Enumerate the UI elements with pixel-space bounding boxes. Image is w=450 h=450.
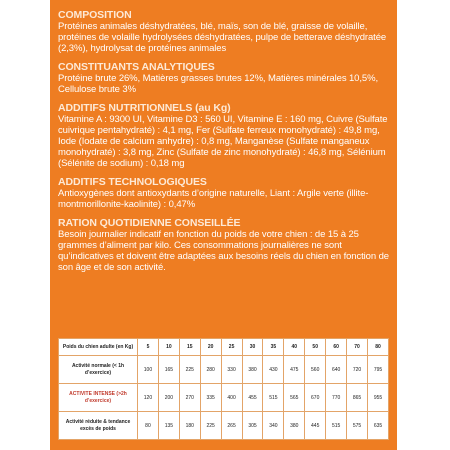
section-body: Besoin journalier indicatif en fonction du poids de votre chien : de 15 à 25 grammes d’aliment par kilo. Ces consommations journalières ne sont qu’indicatives et doivent être adaptées aux besoins réels du chien en fonction de son âge et de son activité. — [58, 229, 389, 273]
row-label: Activité réduite & tendance excès de poids — [59, 412, 138, 440]
section-title: COMPOSITION — [58, 9, 132, 21]
section-title: ADDITIFS TECHNOLOGIQUES — [58, 176, 207, 188]
table-cell: 475 — [284, 356, 305, 384]
section-body: Protéines animales déshydratées, blé, maïs, son de blé, graisse de volaille, protéines de volaille hydrolysées déshydratées, pulpe de betterave déshydratée (2,3%), hydrolysat de protéines animales — [58, 21, 387, 54]
weight-header: 25 — [221, 339, 242, 356]
table-row — [59, 412, 389, 440]
table-cell: 560 — [305, 356, 326, 384]
section-title: CONSTITUANTS ANALYTIQUES — [58, 61, 215, 73]
table-cell: 635 — [367, 412, 388, 440]
table-cell: 720 — [347, 356, 368, 384]
table-cell: 640 — [326, 356, 347, 384]
weight-header: 80 — [367, 339, 388, 356]
table-cell: 180 — [179, 412, 200, 440]
row-label: ACTIVITE INTENSE (>2h d’exercice) — [59, 384, 138, 412]
section-composition — [58, 9, 389, 54]
section-additifs-technologiques — [58, 176, 389, 210]
table-header-row — [59, 339, 389, 356]
table-cell: 430 — [263, 356, 284, 384]
table-cell: 565 — [284, 384, 305, 412]
weight-header: 30 — [242, 339, 263, 356]
weight-header: 50 — [305, 339, 326, 356]
section-additifs-nutritionnels — [58, 102, 389, 169]
table-cell: 280 — [200, 356, 221, 384]
weight-header: 40 — [284, 339, 305, 356]
table-cell: 120 — [138, 384, 159, 412]
table-cell: 515 — [326, 412, 347, 440]
table-cell: 380 — [242, 356, 263, 384]
table-cell: 865 — [347, 384, 368, 412]
section-title: RATION QUOTIDIENNE CONSEILLÉE — [58, 217, 241, 229]
product-info-card — [50, 0, 397, 450]
section-constituants — [58, 61, 389, 95]
table-cell: 455 — [242, 384, 263, 412]
ration-table — [58, 338, 389, 440]
table-row — [59, 356, 389, 384]
table-cell: 200 — [158, 384, 179, 412]
weight-header: 70 — [347, 339, 368, 356]
weight-header: 5 — [138, 339, 159, 356]
weight-header: 60 — [326, 339, 347, 356]
table-cell: 225 — [200, 412, 221, 440]
table-cell: 515 — [263, 384, 284, 412]
table-cell: 400 — [221, 384, 242, 412]
table-cell: 100 — [138, 356, 159, 384]
table-cell: 225 — [179, 356, 200, 384]
card-content — [58, 9, 389, 450]
weight-header: 35 — [263, 339, 284, 356]
section-body: Antioxygènes dont antioxydants d’origine naturelle, Liant : Argile verte (illite-montmorillonite-kaolinite) : 0,47% — [58, 188, 369, 210]
section-body: Vitamine A : 9300 UI, Vitamine D3 : 560 UI, Vitamine E : 160 mg, Cuivre (Sulfate cuivrique pentahydraté) : 4,1 mg, Fer (Sulfate ferreux monohydraté) : 49,8 mg, Iode (Iodate de calcium anhydre) : 0,8 mg, Manganèse (Sulfate manganeux monohydraté) : 3,8 mg, Zinc (Sulfate de zinc monohydraté) : 46,8 mg, Sélénium (Sélénite de sodium) : 0,18 mg — [58, 114, 388, 169]
table-cell: 380 — [284, 412, 305, 440]
table-cell: 770 — [326, 384, 347, 412]
table-cell: 670 — [305, 384, 326, 412]
table-row — [59, 384, 389, 412]
table-cell: 80 — [138, 412, 159, 440]
table-cell: 265 — [221, 412, 242, 440]
weight-header: 20 — [200, 339, 221, 356]
weight-header: 15 — [179, 339, 200, 356]
table-cell: 165 — [158, 356, 179, 384]
table-cell: 335 — [200, 384, 221, 412]
table-cell: 340 — [263, 412, 284, 440]
table-header-label: Poids du chien adulte (en Kg) — [59, 339, 138, 356]
weight-header: 10 — [158, 339, 179, 356]
table-cell: 305 — [242, 412, 263, 440]
section-ration — [58, 217, 389, 273]
table-cell: 330 — [221, 356, 242, 384]
table-cell: 795 — [367, 356, 388, 384]
table-cell: 135 — [158, 412, 179, 440]
table-cell: 575 — [347, 412, 368, 440]
section-title: ADDITIFS NUTRITIONNELS (au Kg) — [58, 102, 231, 114]
table-cell: 445 — [305, 412, 326, 440]
table-cell: 955 — [367, 384, 388, 412]
table-cell: 270 — [179, 384, 200, 412]
section-body: Protéine brute 26%, Matières grasses brutes 12%, Matières minérales 10,5%, Cellulose brute 3% — [58, 73, 378, 95]
row-label: Activité normale (< 1h d’exercice) — [59, 356, 138, 384]
